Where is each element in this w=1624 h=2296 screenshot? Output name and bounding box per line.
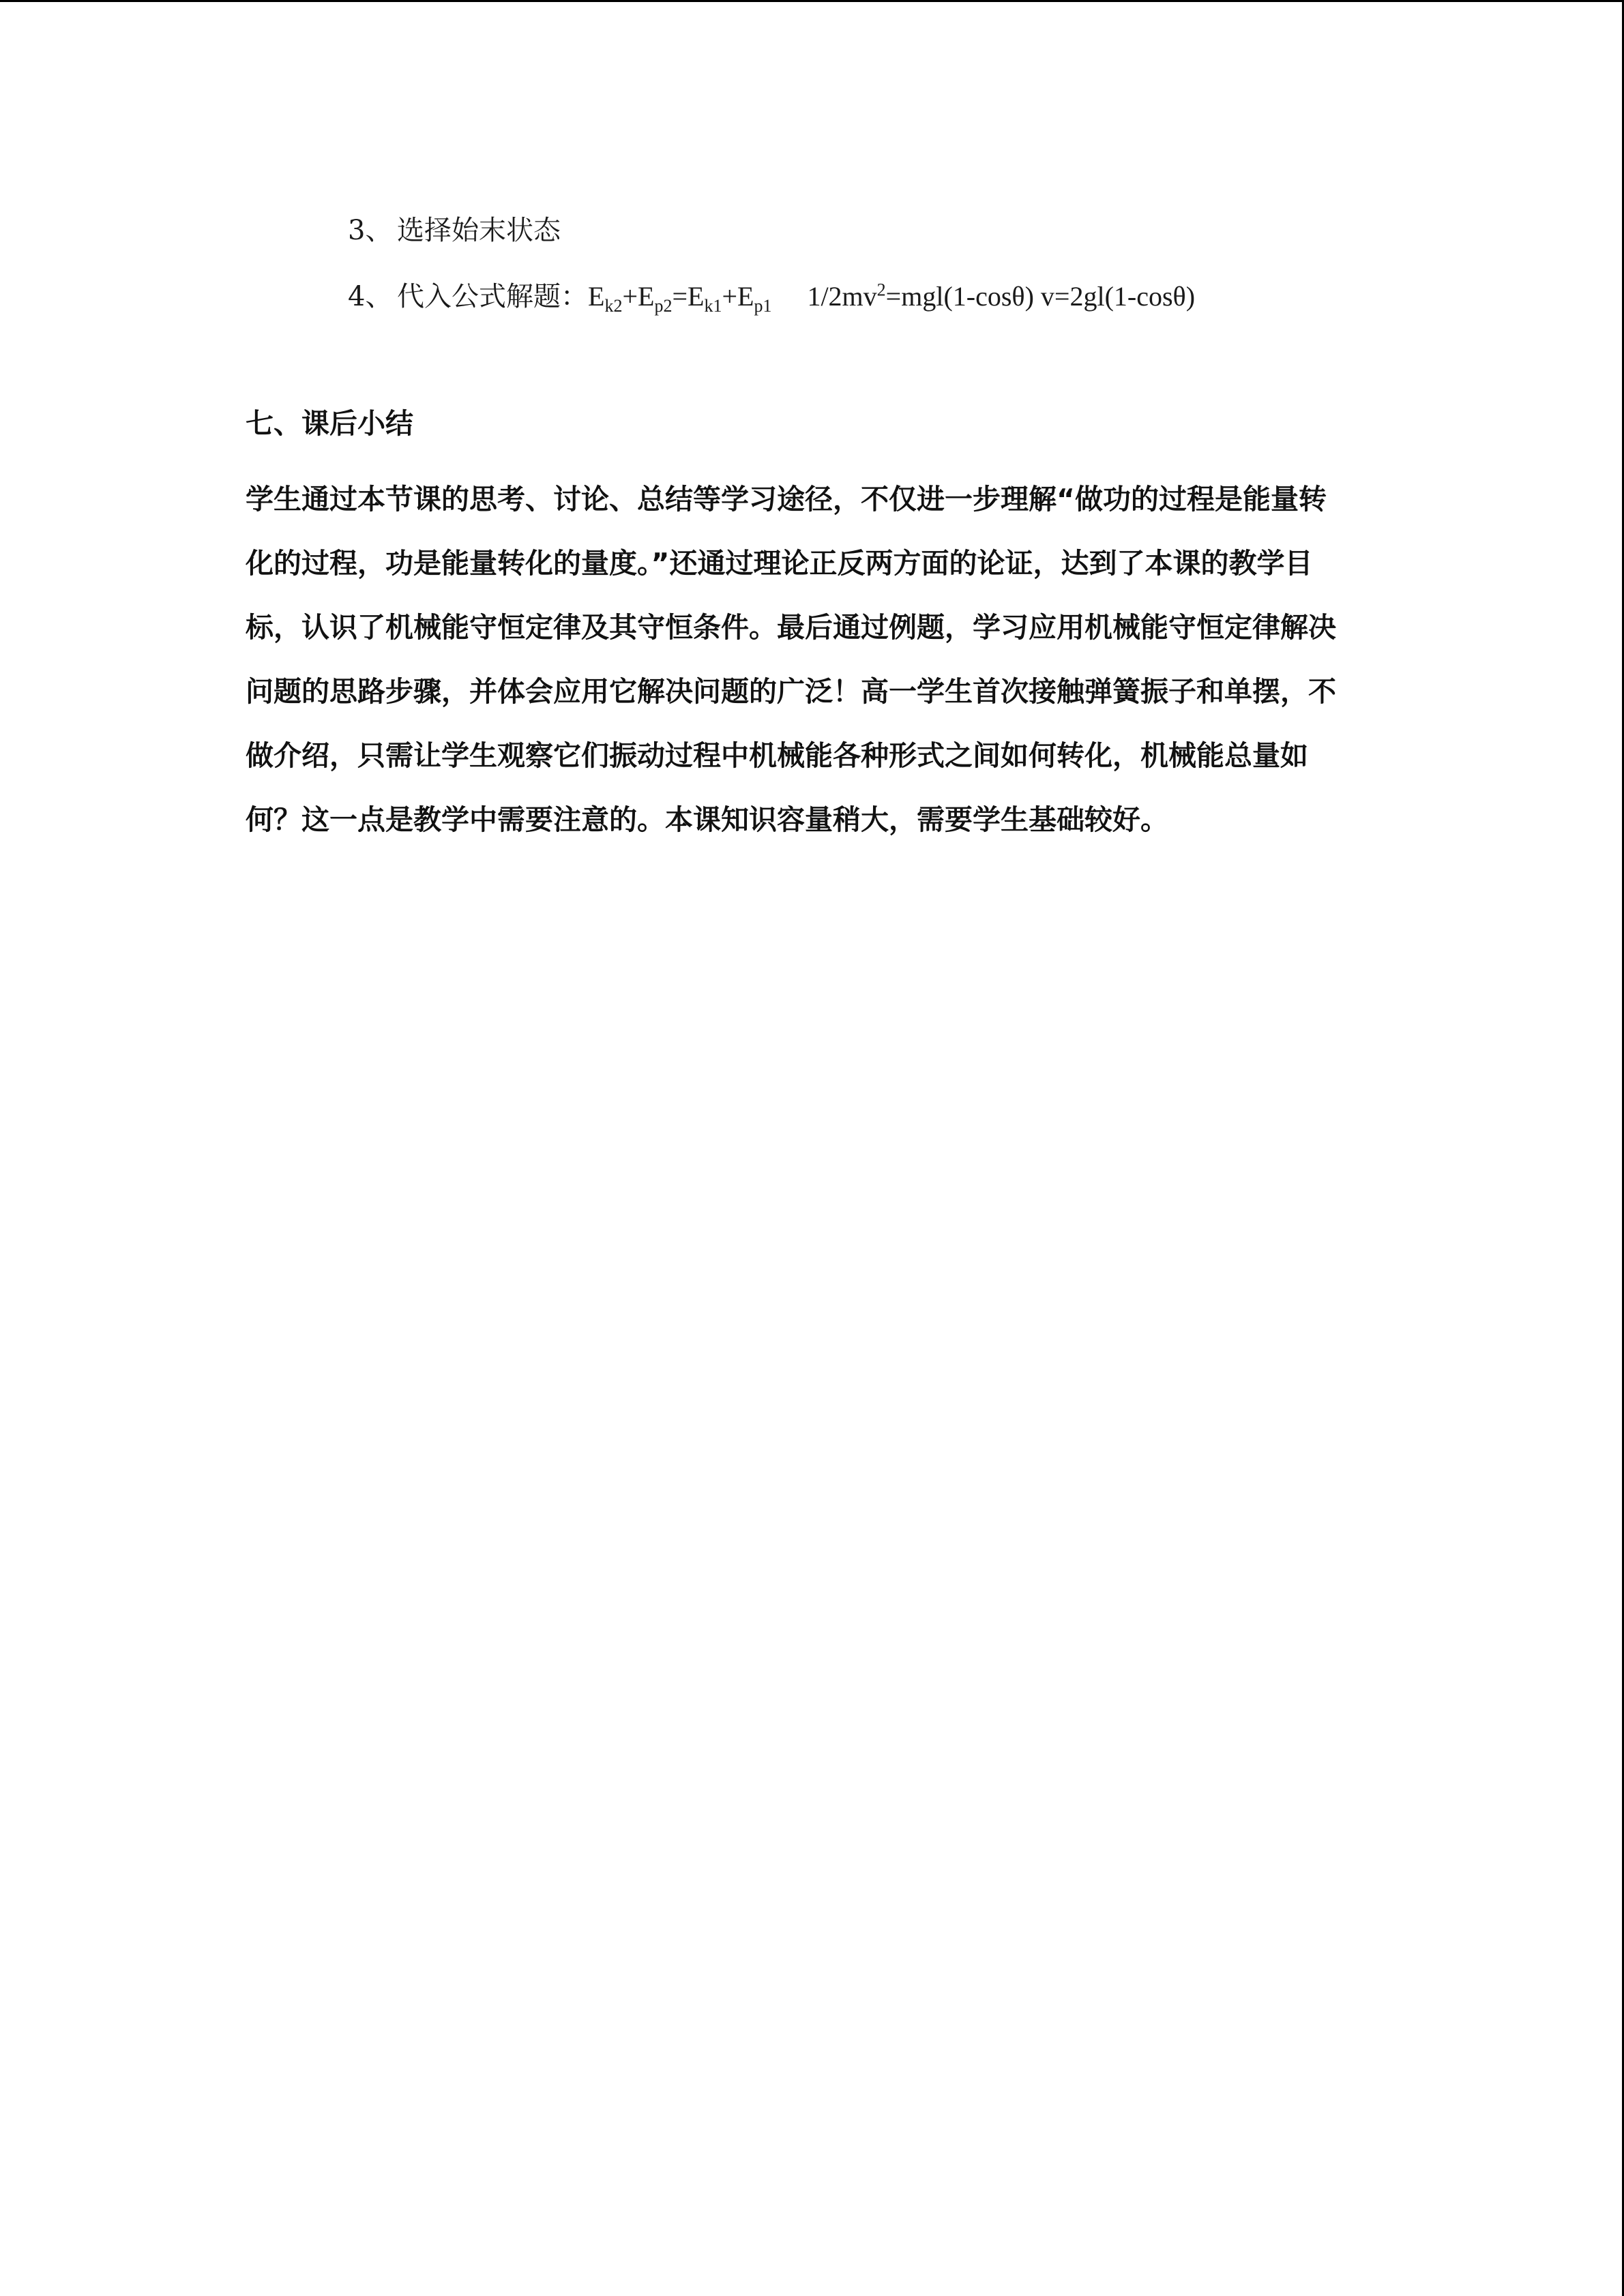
summary-line: 做介绍，只需让学生观察它们振动过程中机械能各种形式之间如何转化，机械能总量如: [246, 739, 1308, 772]
summary-line: 学生通过本节课的思考、讨论、总结等学习途径，不仅进一步理解“做功的过程是能量转: [246, 483, 1327, 516]
section-heading: 七、课后小结: [246, 407, 413, 440]
step-text: 选择始末状态: [397, 215, 561, 246]
step-number: 3、: [348, 215, 393, 246]
step-3: [348, 217, 561, 244]
summary-line: 何？这一点是教学中需要注意的。本课知识容量稍大，需要学生基础较好。: [246, 803, 1168, 836]
step-number: 4、: [348, 281, 393, 312]
summary-line: 问题的思路步骤，并体会应用它解决问题的广泛！高一学生首次接触弹簧振子和单摆，不: [246, 675, 1336, 708]
step-text: 代入公式解题：: [397, 281, 588, 312]
energy-formula: $1/2mv^2=mgl(1-\cos\theta)$ v=2gl(1-cosθ): [807, 280, 1196, 312]
summary-line: 标，认识了机械能守恒定律及其守恒条件。最后通过例题，学习应用机械能守恒定律解决: [246, 611, 1336, 644]
summary-line: 化的过程，功是能量转化的量度。”还通过理论正反两方面的论证，达到了本课的教学目: [246, 547, 1313, 580]
summary-paragraph: [246, 467, 1371, 852]
step-4: [348, 280, 1196, 316]
conservation-formula: $E_{k2}+E_{p2}=E_{k1}+E_{p1}$: [588, 281, 772, 316]
